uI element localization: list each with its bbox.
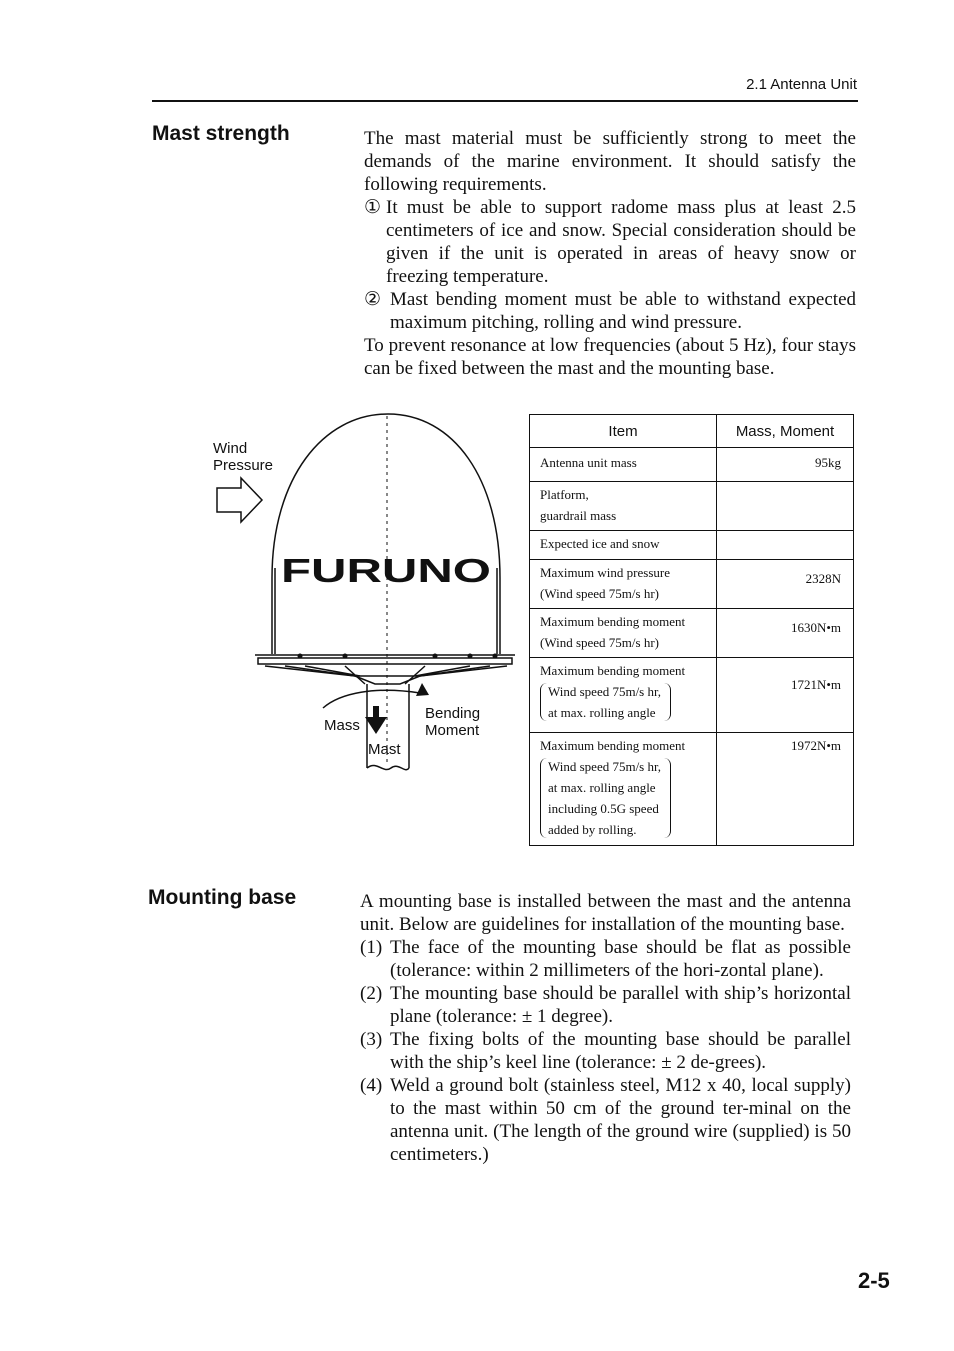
wind-label-2: Pressure [213, 457, 274, 474]
mounting-base-heading: Mounting base [148, 886, 297, 909]
mast-strength-item-1 [364, 196, 856, 288]
page-number: 2-5 [858, 1268, 890, 1293]
paren-line: at max. rolling angle [548, 780, 656, 795]
table-header-row [530, 415, 854, 448]
radome-outline [272, 414, 500, 654]
value-cell [717, 531, 854, 560]
bracket-outline [265, 666, 507, 676]
item-line: Maximum bending moment [540, 663, 686, 678]
item-marker: (4) [360, 1075, 383, 1096]
paren-line: Wind speed 75m/s hr, [548, 684, 662, 699]
paren-line: at max. rolling angle [548, 705, 656, 720]
mounting-base-body [360, 890, 851, 1166]
column-header-mass-moment: Mass, Moment [717, 415, 854, 448]
wind-label-1: Wind [213, 440, 248, 457]
mast-label: Mast [368, 741, 401, 758]
table-row [530, 658, 854, 733]
mounting-base-item-4 [360, 1074, 851, 1166]
item-cell: Antenna unit mass [530, 448, 717, 482]
value-cell: 1630N•m [717, 609, 854, 658]
mast-strength-intro: The mast material must be sufficiently strong to meet the demands of the marine environment. It should satisfy the following requirements. [364, 128, 856, 195]
mounting-base-item-3 [360, 1028, 851, 1074]
base-plate [258, 658, 512, 664]
bending-arrowhead [416, 683, 429, 696]
header-rule [152, 100, 858, 102]
item-text: The fixing bolts of the mounting base should be parallel with the ship’s keel line (tolerance: ± 2 de-grees). [390, 1029, 851, 1073]
mast-strength-outro: To prevent resonance at low frequencies (about 5 Hz), four stays can be fixed between the mast and the mounting base. [364, 335, 856, 379]
paren-line: Wind speed 75m/s hr, [548, 759, 662, 774]
paren-line: added by rolling. [548, 822, 637, 837]
item-line: guardrail mass [540, 508, 617, 523]
bending-label-2: Moment [425, 722, 480, 739]
value-cell [717, 482, 854, 531]
value-cell: 95kg [717, 448, 854, 482]
running-head: 2.1 Antenna Unit [746, 76, 857, 93]
item-text: It must be able to support radome mass plus at least 2.5 centimeters of ice and snow. Special consideration should be given if the unit is operated in areas of heavy snow or freezing temperature. [386, 197, 856, 287]
item-line: Platform, [540, 487, 589, 502]
table-row [530, 609, 854, 658]
table-row [530, 482, 854, 531]
item-cell [530, 482, 717, 531]
column-header-item: Item [530, 415, 717, 448]
item-line: Maximum bending moment [540, 614, 686, 629]
item-line: Maximum bending moment [540, 738, 686, 753]
item-marker: (1) [360, 937, 383, 958]
item-cell [530, 560, 717, 609]
table-row [530, 560, 854, 609]
bending-label-1: Bending [425, 705, 481, 722]
mass-moment-table [529, 414, 854, 846]
item-cell [530, 733, 717, 846]
mast-strength-heading: Mast strength [152, 122, 290, 145]
mast-strength-body [364, 127, 856, 380]
furuno-logo: FURUNO [281, 552, 491, 589]
mass-arrow-shaft [373, 706, 379, 718]
item-marker: ① [364, 197, 382, 218]
table-row [530, 531, 854, 560]
mass-label: Mass [324, 717, 360, 734]
mass-arrow-head [365, 717, 387, 734]
mounting-base-item-2 [360, 982, 851, 1028]
item-text: Weld a ground bolt (stainless steel, M12 x 40, local supply) to the mast within 50 cm of the ground ter-minal on the antenna unit. (The length of the ground wire (supplied) is 50 centimeters.) [390, 1075, 851, 1165]
value-cell: 1972N•m [717, 733, 854, 846]
paren-line: including 0.5G speed [548, 801, 659, 816]
bending-moment-arc [323, 690, 420, 708]
item-cell [530, 609, 717, 658]
item-marker: ② [364, 289, 382, 310]
mounting-base-item-1 [360, 936, 851, 982]
value-cell: 1721N•m [717, 658, 854, 733]
paren-group [540, 756, 671, 840]
item-cell: Expected ice and snow [530, 531, 717, 560]
paren-group [540, 681, 671, 723]
item-line: (Wind speed 75m/s hr) [540, 635, 659, 650]
wind-arrow [217, 478, 262, 522]
mast-break [367, 765, 409, 769]
item-cell [530, 658, 717, 733]
item-marker: (2) [360, 983, 383, 1004]
table-row [530, 448, 854, 482]
item-text: The mounting base should be parallel with ship’s horizontal plane (tolerance: ± 1 degree). [390, 983, 851, 1027]
mast-strength-item-2 [364, 288, 856, 334]
item-text: Mast bending moment must be able to withstand expected maximum pitching, rolling and wind pressure. [390, 289, 856, 333]
antenna-mast-diagram [205, 408, 517, 780]
item-text: The face of the mounting base should be flat as possible (tolerance: within 2 millimeters of the hori-zontal plane). [390, 937, 851, 981]
table-row [530, 733, 854, 846]
mounting-base-intro: A mounting base is installed between the mast and the antenna unit. Below are guidelines for installation of the mounting base. [360, 891, 851, 935]
item-line: (Wind speed 75m/s hr) [540, 586, 659, 601]
value-cell: 2328N [717, 560, 854, 609]
item-marker: (3) [360, 1029, 383, 1050]
item-line: Maximum wind pressure [540, 565, 670, 580]
